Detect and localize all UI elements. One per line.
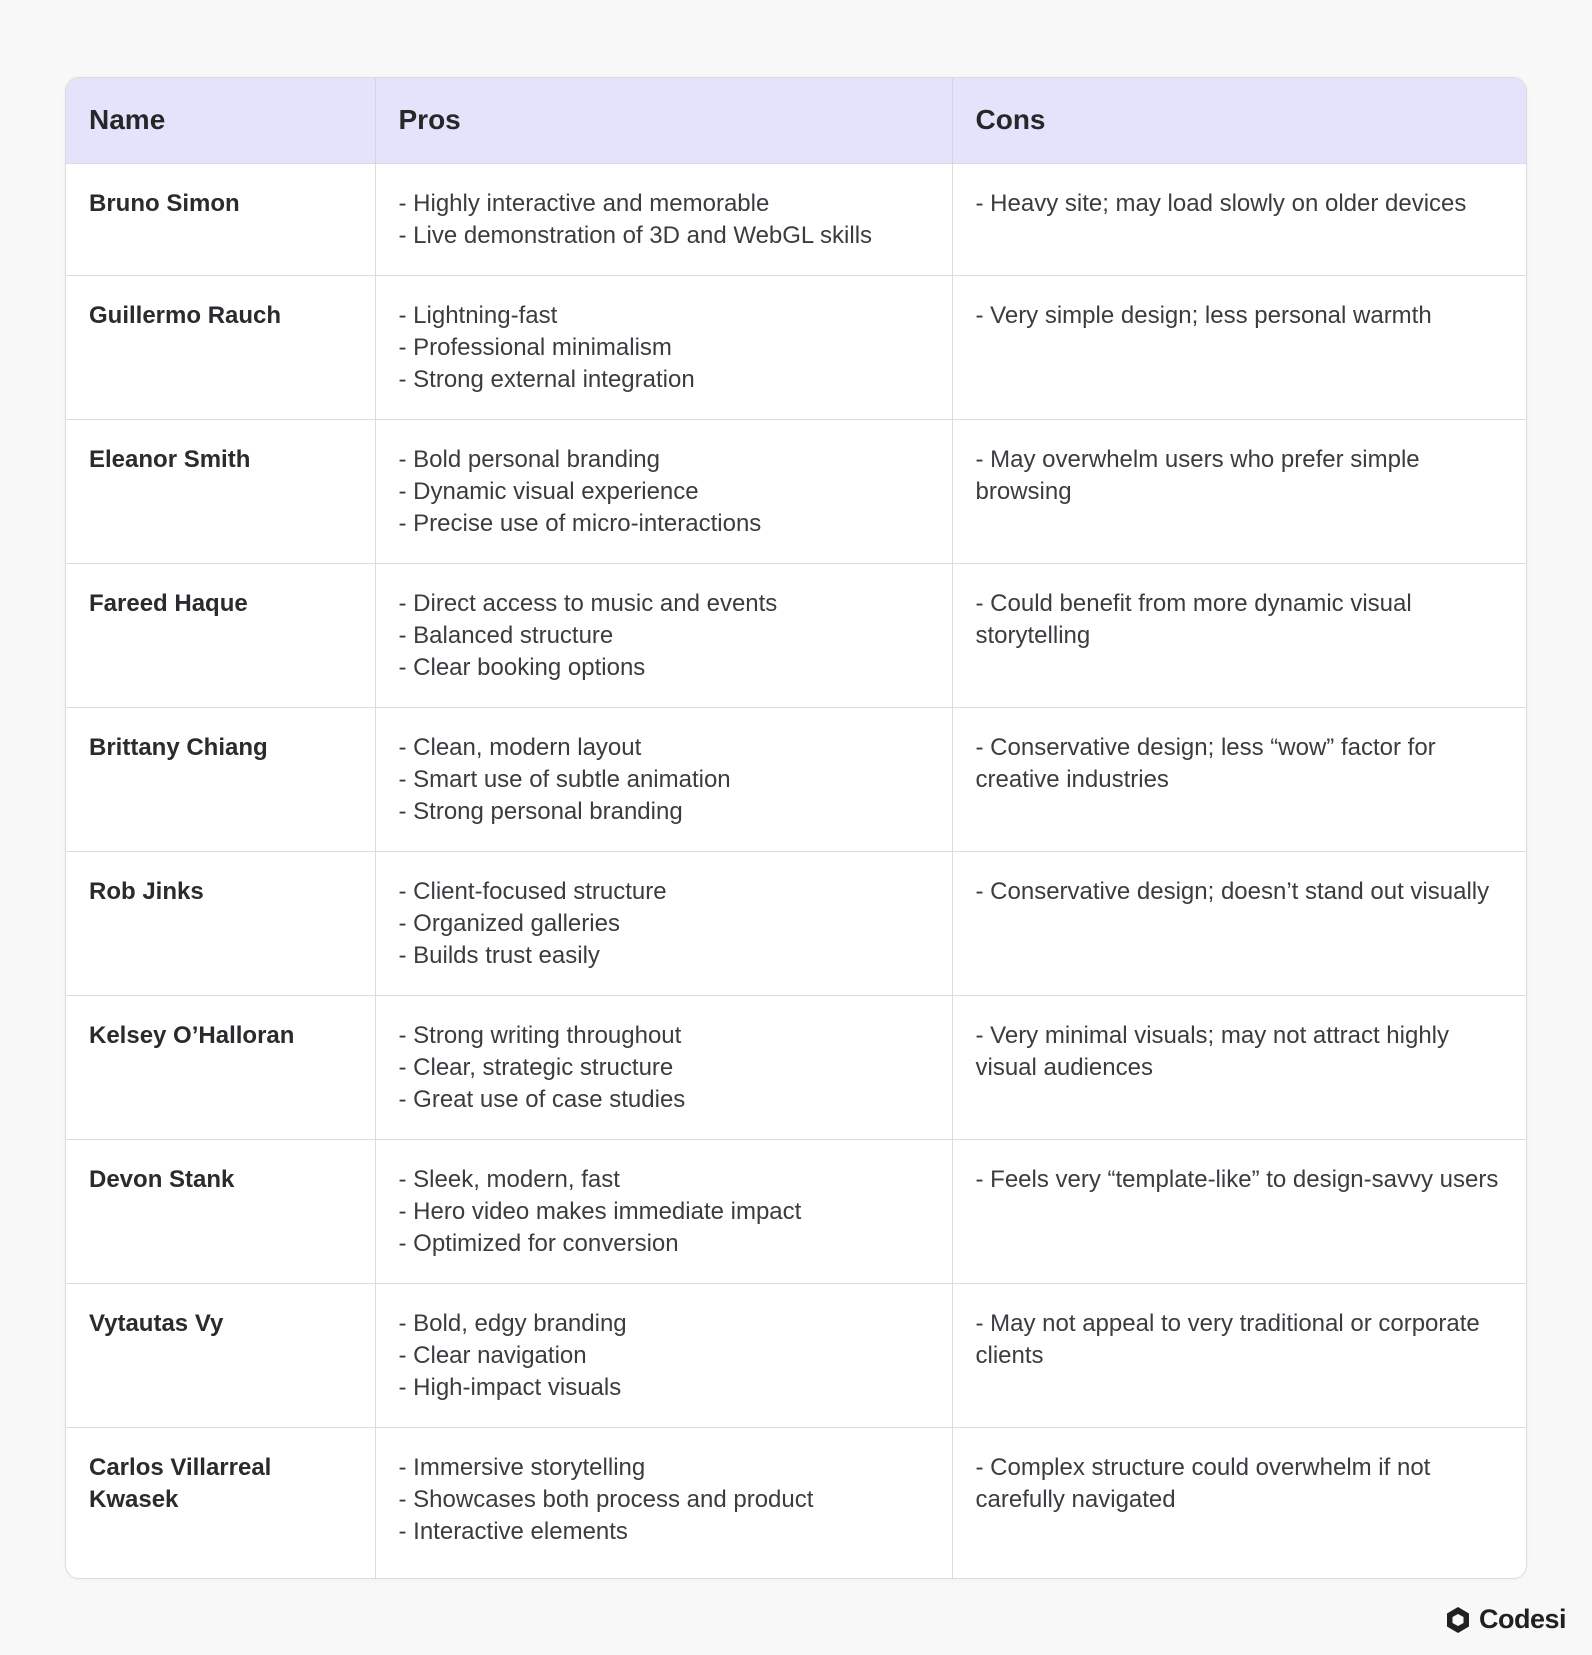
table-row: [66, 1139, 1526, 1283]
pros-item: - Dynamic visual experience: [398, 477, 699, 505]
pros-item: - Optimized for conversion: [398, 1229, 679, 1257]
cell-pros: [375, 1427, 952, 1578]
cell-cons: - Feels very “template-like” to design-savvy users: [952, 1139, 1526, 1283]
pros-item: - Professional minimalism: [398, 333, 672, 361]
cell-name: Vytautas Vy: [66, 1283, 375, 1427]
pros-item: - Clean, modern layout: [398, 733, 642, 761]
pros-item: - Strong writing throughout: [398, 1021, 682, 1049]
cell-pros: [375, 707, 952, 851]
pros-item: - Smart use of subtle animation: [398, 765, 731, 793]
table-row: [66, 995, 1526, 1139]
cell-cons: - Complex structure could overwhelm if not carefully navigated: [952, 1427, 1526, 1578]
pros-item: - Interactive elements: [398, 1517, 628, 1545]
pros-item: - Direct access to music and events: [398, 589, 778, 617]
pros-item: - Strong personal branding: [398, 797, 683, 825]
cell-cons: - May not appeal to very traditional or corporate clients: [952, 1283, 1526, 1427]
cell-pros: [375, 563, 952, 707]
cell-cons: - Conservative design; less “wow” factor for creative industries: [952, 707, 1526, 851]
cell-cons: - Very minimal visuals; may not attract highly visual audiences: [952, 995, 1526, 1139]
brand-name: Codesi: [1478, 1604, 1566, 1634]
cell-pros: [375, 1139, 952, 1283]
cell-cons: - May overwhelm users who prefer simple browsing: [952, 419, 1526, 563]
pros-item: - Live demonstration of 3D and WebGL skills: [398, 221, 873, 249]
cell-name: Rob Jinks: [66, 851, 375, 995]
pros-item: - Client-focused structure: [398, 877, 667, 905]
cell-cons: - Very simple design; less personal warmth: [952, 275, 1526, 419]
cell-pros: [375, 419, 952, 563]
pros-item: - Precise use of micro-interactions: [398, 509, 762, 537]
pros-item: - Organized galleries: [398, 909, 620, 937]
cell-cons: - Conservative design; doesn’t stand out visually: [952, 851, 1526, 995]
table-row: [66, 163, 1526, 275]
header-pros: Pros: [375, 78, 952, 163]
brand-footer: [1443, 1604, 1566, 1635]
pros-item: - Builds trust easily: [398, 941, 600, 969]
header-name: Name: [66, 78, 375, 163]
pros-item: - Clear, strategic structure: [398, 1053, 674, 1081]
table-row: [66, 707, 1526, 851]
pros-item: - Great use of case studies: [398, 1085, 686, 1113]
table-row: [66, 1427, 1526, 1578]
table-header-row: [66, 78, 1526, 163]
cell-pros: [375, 851, 952, 995]
table-row: [66, 563, 1526, 707]
cell-pros: [375, 1283, 952, 1427]
pros-item: - Highly interactive and memorable: [398, 189, 770, 217]
cell-pros: [375, 163, 952, 275]
cell-name: Eleanor Smith: [66, 419, 375, 563]
pros-item: - Lightning-fast: [398, 301, 558, 329]
pros-item: - Sleek, modern, fast: [398, 1165, 620, 1193]
cell-name: Bruno Simon: [66, 163, 375, 275]
pros-item: - Clear navigation: [398, 1341, 587, 1369]
table-row: [66, 851, 1526, 995]
pros-item: - Clear booking options: [398, 653, 646, 681]
cell-name: Fareed Haque: [66, 563, 375, 707]
cell-name: Guillermo Rauch: [66, 275, 375, 419]
table-row: [66, 275, 1526, 419]
pros-item: - Showcases both process and product: [398, 1485, 814, 1513]
pros-item: - Bold personal branding: [398, 445, 661, 473]
cell-pros: [375, 275, 952, 419]
cell-name: Kelsey O’Halloran: [66, 995, 375, 1139]
pros-item: - Immersive storytelling: [398, 1453, 646, 1481]
comparison-table: [66, 78, 1526, 1578]
header-cons: Cons: [975, 104, 1046, 136]
codesi-logo-icon: [1443, 1605, 1473, 1635]
cell-name: Brittany Chiang: [66, 707, 375, 851]
cell-pros: [375, 995, 952, 1139]
pros-item: - Hero video makes immediate impact: [398, 1197, 802, 1225]
cell-name: Devon Stank: [66, 1139, 375, 1283]
comparison-card: [65, 77, 1527, 1579]
table-row: [66, 419, 1526, 563]
cell-cons: - Could benefit from more dynamic visual storytelling: [952, 563, 1526, 707]
cell-cons: - Heavy site; may load slowly on older devices: [952, 163, 1526, 275]
pros-item: - Balanced structure: [398, 621, 614, 649]
pros-item: - Strong external integration: [398, 365, 695, 393]
pros-item: - High-impact visuals: [398, 1373, 622, 1401]
table-row: [66, 1283, 1526, 1427]
pros-item: - Bold, edgy branding: [398, 1309, 627, 1337]
cell-name: Carlos Villarreal Kwasek: [66, 1427, 375, 1578]
